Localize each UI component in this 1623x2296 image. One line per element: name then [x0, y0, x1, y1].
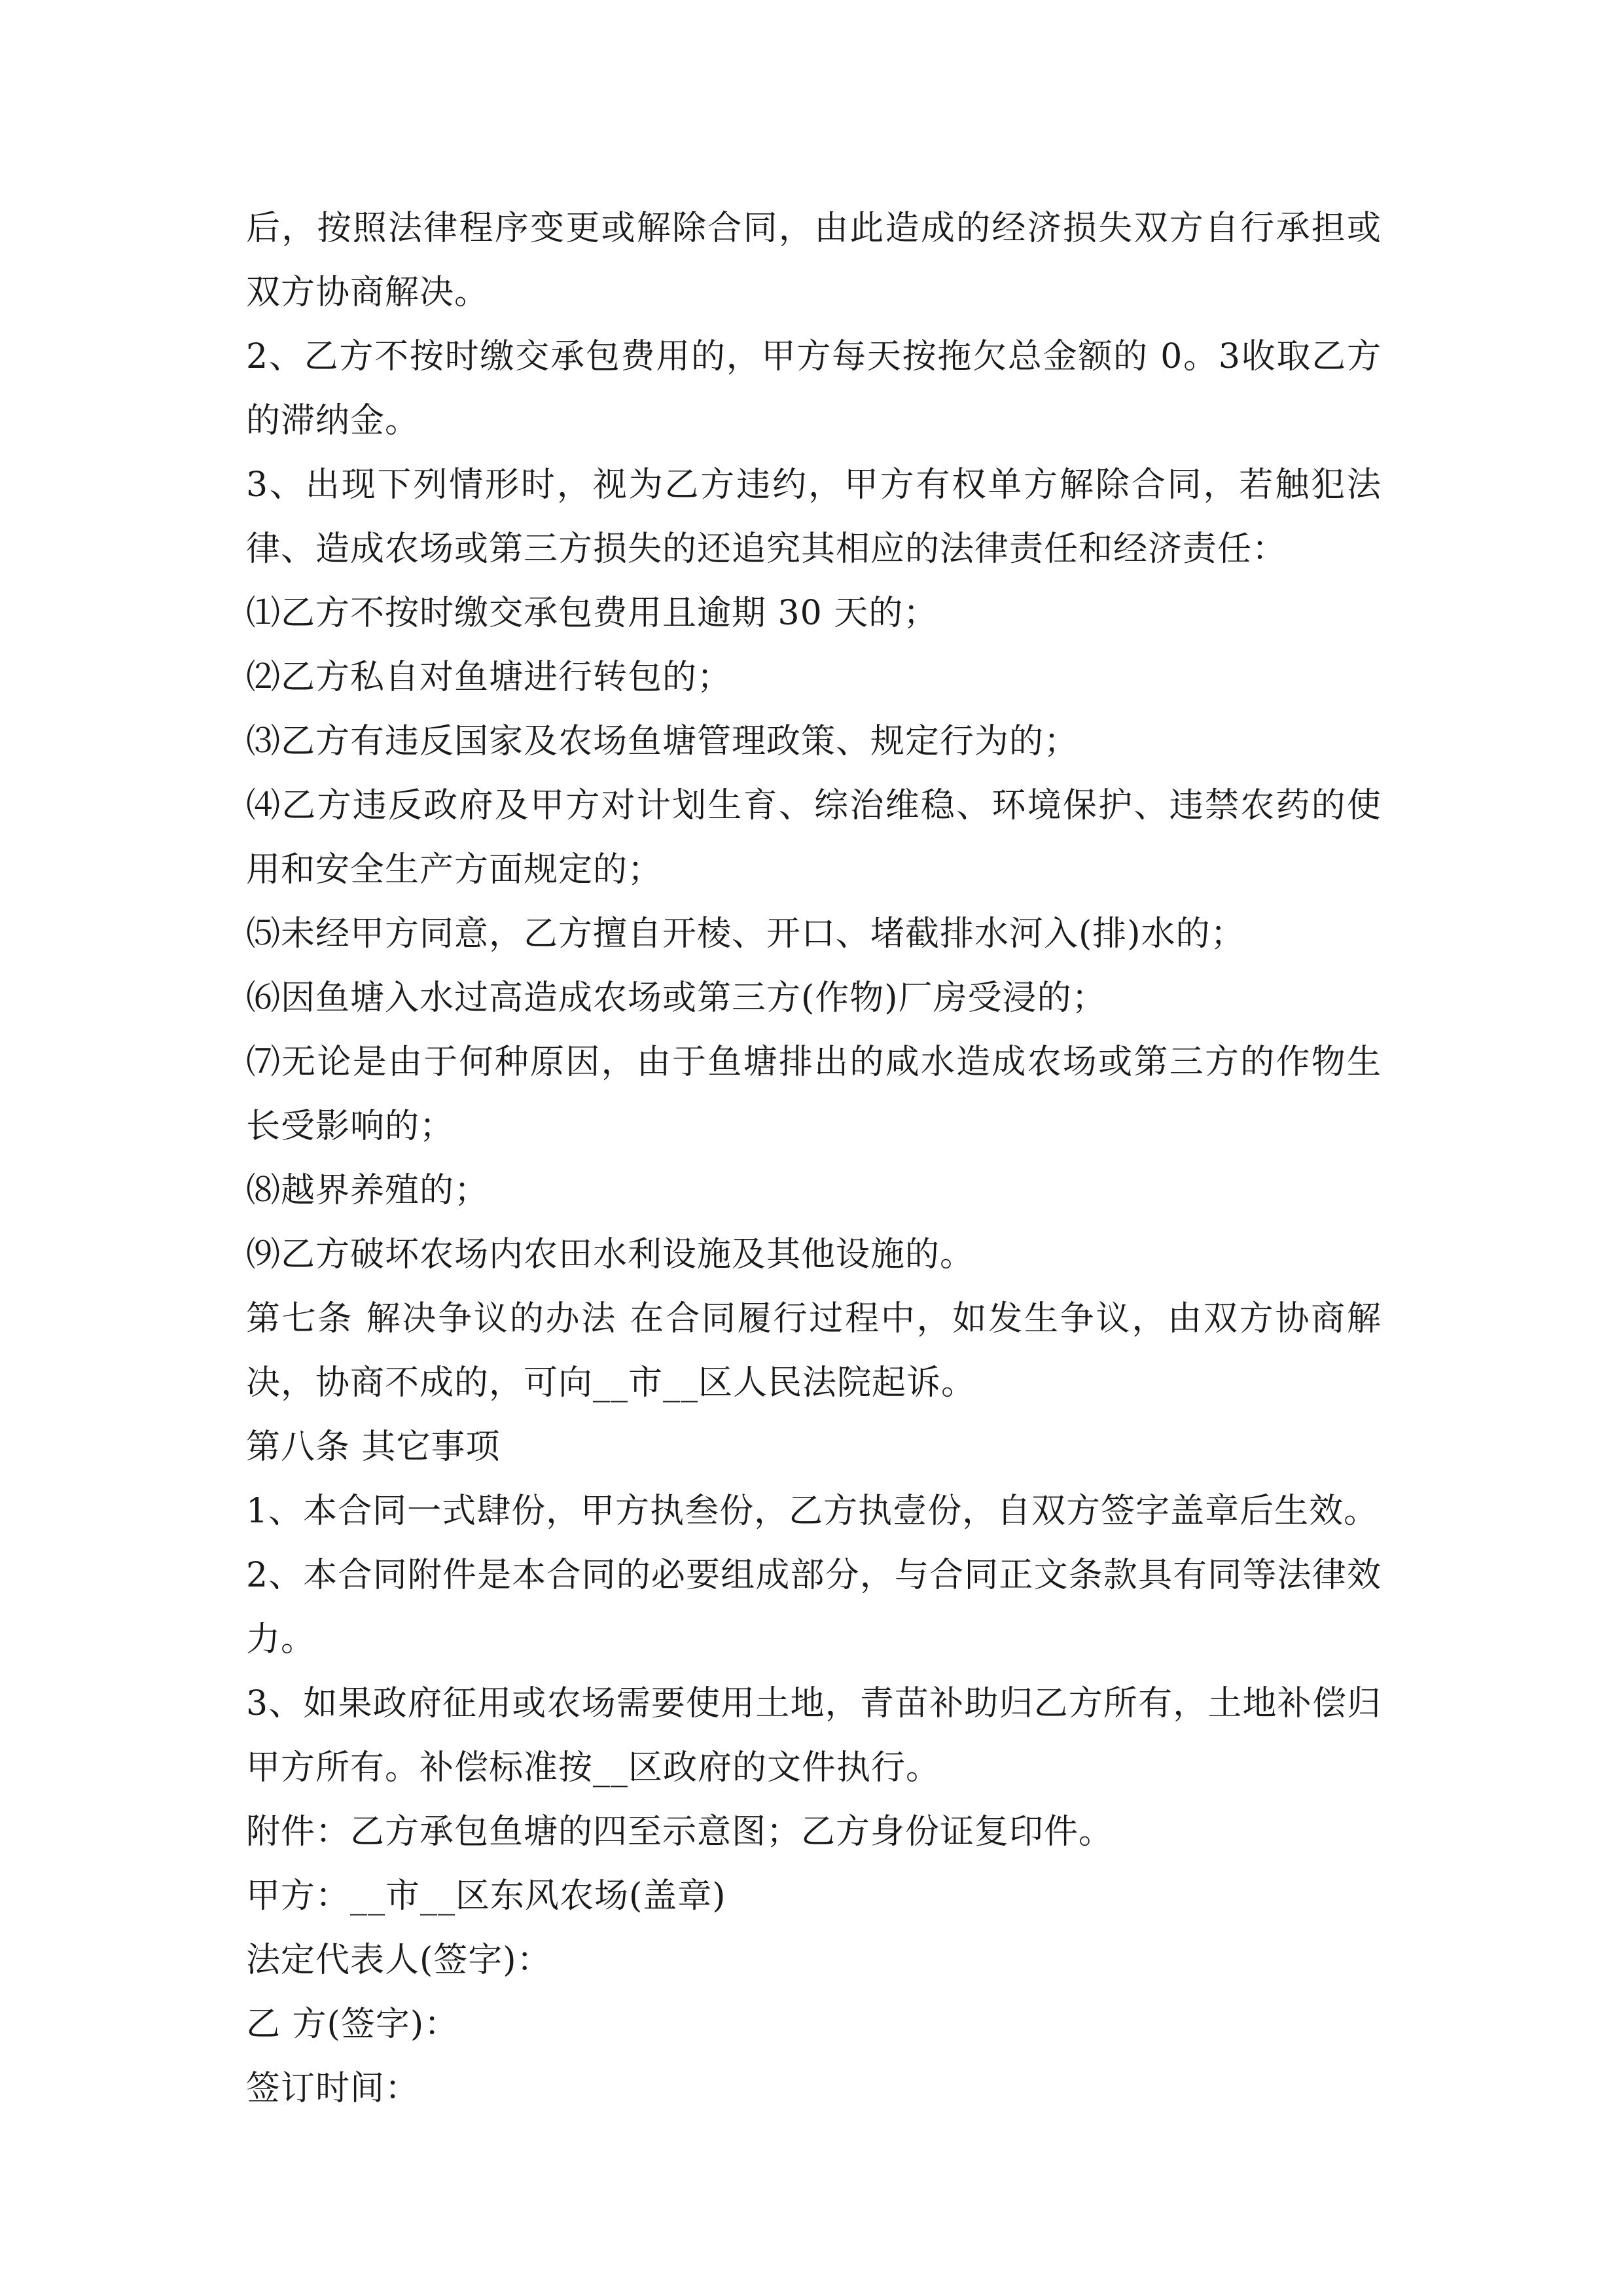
list-item: ⑴乙方不按时缴交承包费用且逾期 30 天的；	[246, 594, 938, 633]
list-item: ⑵乙方私自对鱼塘进行转包的；	[246, 658, 732, 697]
legal-representative-line: 法定代表人(签字)：	[246, 1941, 552, 1980]
attachments-line: 附件：乙方承包鱼塘的四至示意图；乙方身份证复印件。	[246, 1812, 1114, 1852]
paragraph-late-fee: 2、乙方不按时缴交承包费用的，甲方每天按拖欠总金额的 0。3收取乙方的滞纳金。	[246, 337, 1382, 440]
list-item: ⑺无论是由于何种原因，由于鱼塘排出的咸水造成农场或第三方的作物生长受影响的；	[246, 1043, 1382, 1146]
paragraph-breach-continuation: 后，按照法律程序变更或解除合同，由此造成的经济损失双方自行承担或双方协商解决。	[246, 209, 1382, 312]
document-body	[246, 196, 1382, 2121]
list-item: ⑼乙方破坏农场内农田水利设施及其他设施的。	[246, 1235, 975, 1274]
party-a-line: 甲方：__市__区东风农场(盖章)	[246, 1876, 726, 1916]
list-item: ⑸未经甲方同意，乙方擅自开棱、开口、堵截排水河入(排)水的；	[246, 914, 1245, 954]
signing-date-line: 签订时间：	[246, 2069, 420, 2108]
paragraph-breach-conditions: 3、出现下列情形时，视为乙方违约，甲方有权单方解除合同，若触犯法律、造成农场或第三方损失的还追究其相应的法律责任和经济责任：	[246, 465, 1382, 569]
list-item: ⑻越界养殖的；	[246, 1171, 490, 1210]
party-b-line: 乙 方(签字)：	[246, 2005, 459, 2044]
list-item: ⑹因鱼塘入水过高造成农场或第三方(作物)厂房受浸的；	[246, 978, 1107, 1018]
article-seven-dispute: 第七条 解决争议的办法 在合同履行过程中，如发生争议，由双方协商解决，协商不成的，可向__市__区人民法院起诉。	[246, 1299, 1382, 1403]
paragraph-land-compensation: 3、如果政府征用或农场需要使用土地，青苗补助归乙方所有，土地补偿归甲方所有。补偿标准按__区政府的文件执行。	[246, 1684, 1382, 1787]
list-item: ⑶乙方有违反国家及农场鱼塘管理政策、规定行为的；	[246, 722, 1079, 761]
paragraph-attachments-validity: 2、本合同附件是本合同的必要组成部分，与合同正文条款具有同等法律效力。	[246, 1556, 1382, 1659]
list-item: ⑷乙方违反政府及甲方对计划生育、综治维稳、环境保护、违禁农药的使用和安全生产方面规定的；	[246, 786, 1382, 889]
article-eight-heading: 第八条 其它事项	[246, 1427, 501, 1467]
paragraph-copies: 1、本合同一式肆份，甲方执叁份，乙方执壹份，自双方签字盖章后生效。	[246, 1492, 1379, 1531]
